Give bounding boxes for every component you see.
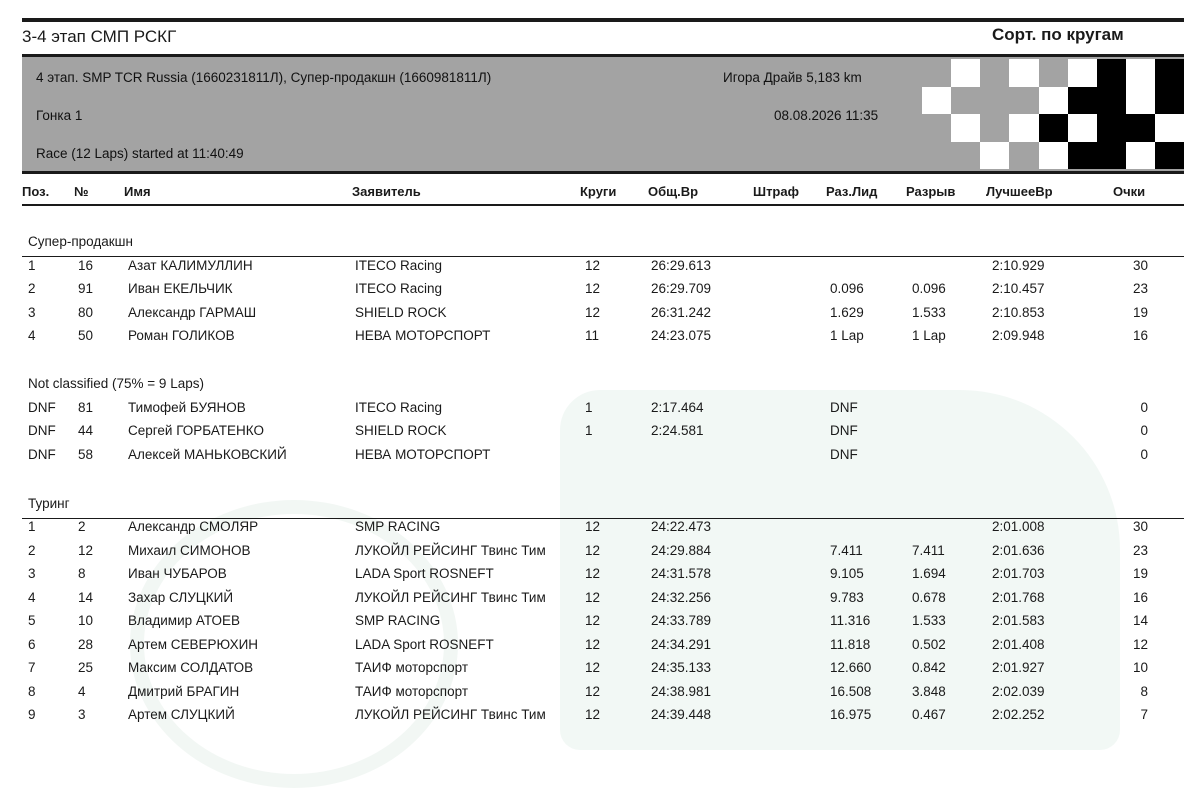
col-best: ЛучшееВр xyxy=(986,184,1053,199)
cell-laps: 12 xyxy=(585,258,601,273)
cell-total: 24:31.578 xyxy=(651,566,712,581)
cell-entrant: НЕВА МОТОРСПОРТ xyxy=(355,327,491,343)
section-title-touring: Туринг xyxy=(28,496,70,511)
cell-gap: 7.411 xyxy=(912,542,945,558)
cell-gap: 1.694 xyxy=(912,566,946,581)
cell-laps: 12 xyxy=(585,281,601,297)
cell-pos: 1 xyxy=(28,519,36,534)
event-name: 4 этап. SMP TCR Russia (1660231811Л), Супер-продакшн (1660981811Л) xyxy=(36,70,492,85)
cell-total: 24:32.256 xyxy=(651,589,712,605)
cell-best: 2:01.008 xyxy=(992,519,1045,534)
cell-entrant: ITECO Racing xyxy=(355,400,443,415)
cell-num: 28 xyxy=(78,636,94,652)
section-title-not-classified: Not classified (75% = 9 Laps) xyxy=(28,376,204,391)
cell-diff-leader: DNF xyxy=(830,423,858,439)
cell-name: Дмитрий БРАГИН xyxy=(128,683,240,699)
cell-name: Михаил СИМОНОВ xyxy=(128,542,251,558)
cell-points: 0 xyxy=(1140,423,1148,439)
col-num: № xyxy=(74,184,89,199)
table-row xyxy=(0,400,1204,424)
col-diff-leader: Раз.Лид xyxy=(826,184,878,199)
cell-points: 23 xyxy=(1132,542,1148,558)
cell-points: 16 xyxy=(1132,589,1148,605)
cell-name: Алексей МАНЬКОВСКИЙ xyxy=(128,446,287,462)
table-row xyxy=(0,660,1204,684)
cell-entrant: ЛУКОЙЛ РЕЙСИНГ Твинс Тим xyxy=(355,589,546,605)
cell-num: 58 xyxy=(78,446,94,462)
cell-pos: 8 xyxy=(28,683,36,699)
cell-best: 2:01.408 xyxy=(992,636,1045,652)
cell-pos: 9 xyxy=(28,707,36,722)
document-title: 3-4 этап СМП РСКГ xyxy=(22,27,177,46)
cell-pos: DNF xyxy=(28,423,56,439)
cell-pos: 1 xyxy=(28,258,36,273)
cell-diff-leader: 9.783 xyxy=(830,589,864,605)
cell-pos: 5 xyxy=(28,613,36,628)
cell-gap: 1.533 xyxy=(912,304,946,320)
cell-name: Тимофей БУЯНОВ xyxy=(128,400,246,415)
cell-name: Роман ГОЛИКОВ xyxy=(128,327,235,343)
cell-total: 26:29.613 xyxy=(651,258,712,273)
cell-diff-leader: 0.096 xyxy=(830,281,864,297)
cell-pos: 7 xyxy=(28,660,36,675)
cell-diff-leader: 7.411 xyxy=(830,542,863,558)
cell-gap: 1 Lap xyxy=(912,327,946,343)
cell-total: 24:33.789 xyxy=(651,613,712,628)
table-row xyxy=(0,423,1204,447)
cell-points: 14 xyxy=(1132,613,1148,628)
cell-pos: 6 xyxy=(28,636,36,652)
cell-total: 26:29.709 xyxy=(651,281,712,297)
cell-entrant: ITECO Racing xyxy=(355,258,443,273)
cell-pos: 2 xyxy=(28,542,36,558)
cell-total: 24:39.448 xyxy=(651,707,712,722)
cell-best: 2:10.929 xyxy=(992,258,1045,273)
cell-total: 2:17.464 xyxy=(651,400,704,415)
cell-num: 44 xyxy=(78,423,94,439)
cell-laps: 11 xyxy=(585,327,600,343)
cell-gap: 0.467 xyxy=(912,707,946,722)
col-gap: Разрыв xyxy=(906,184,956,199)
cell-best: 2:09.948 xyxy=(992,327,1045,343)
cell-name: Александр ГАРМАШ xyxy=(128,304,257,320)
cell-total: 26:31.242 xyxy=(651,304,712,320)
cell-entrant: LADA Sport ROSNEFT xyxy=(355,566,494,581)
cell-pos: DNF xyxy=(28,400,56,415)
cell-entrant: LADA Sport ROSNEFT xyxy=(355,636,494,652)
cell-diff-leader: DNF xyxy=(830,446,858,462)
cell-name: Артем СЛУЦКИЙ xyxy=(128,707,235,722)
table-row xyxy=(0,258,1204,282)
table-row xyxy=(0,613,1204,637)
cell-diff-leader: 12.660 xyxy=(830,660,872,675)
cell-laps: 12 xyxy=(585,304,601,320)
cell-total: 2:24.581 xyxy=(651,423,704,439)
cell-entrant: SHIELD ROCK xyxy=(355,304,447,320)
cell-diff-leader: DNF xyxy=(830,400,858,415)
cell-best: 2:01.703 xyxy=(992,566,1045,581)
cell-pos: 3 xyxy=(28,304,36,320)
table-row xyxy=(0,305,1204,329)
cell-gap: 1.533 xyxy=(912,613,946,628)
cell-total: 24:34.291 xyxy=(651,636,712,652)
cell-diff-leader: 16.508 xyxy=(830,683,872,699)
col-entrant: Заявитель xyxy=(352,184,421,199)
track-name: Игора Драйв 5,183 km xyxy=(723,70,862,85)
cell-pos: 4 xyxy=(28,589,36,605)
col-pos: Поз. xyxy=(22,184,50,199)
cell-num: 81 xyxy=(78,400,94,415)
cell-diff-leader: 1 Lap xyxy=(830,327,864,343)
cell-entrant: ЛУКОЙЛ РЕЙСИНГ Твинс Тим xyxy=(355,542,546,558)
cell-laps: 12 xyxy=(585,660,601,675)
cell-name: Александр СМОЛЯР xyxy=(128,519,259,534)
cell-num: 80 xyxy=(78,304,94,320)
col-penalty: Штраф xyxy=(753,184,799,199)
cell-pos: 2 xyxy=(28,281,36,297)
cell-entrant: ЛУКОЙЛ РЕЙСИНГ Твинс Тим xyxy=(355,707,546,722)
cell-laps: 12 xyxy=(585,589,601,605)
cell-best: 2:01.636 xyxy=(992,542,1045,558)
cell-diff-leader: 1.629 xyxy=(830,304,864,320)
cell-points: 19 xyxy=(1132,566,1148,581)
cell-name: Сергей ГОРБАТЕНКО xyxy=(128,423,264,439)
col-laps: Круги xyxy=(580,184,617,199)
table-row xyxy=(0,684,1204,708)
event-header-band xyxy=(22,54,1184,174)
cell-entrant: SMP RACING xyxy=(355,519,441,534)
cell-diff-leader: 11.818 xyxy=(830,636,871,652)
cell-num: 2 xyxy=(78,519,86,534)
cell-points: 30 xyxy=(1132,519,1148,534)
table-row xyxy=(0,447,1204,471)
table-row xyxy=(0,566,1204,590)
table-row xyxy=(0,637,1204,661)
cell-points: 23 xyxy=(1132,281,1148,297)
cell-name: Азат КАЛИМУЛЛИН xyxy=(128,258,253,273)
cell-gap: 0.502 xyxy=(912,636,946,652)
cell-name: Владимир АТОЕВ xyxy=(128,613,240,628)
cell-num: 50 xyxy=(78,327,94,343)
cell-gap: 0.678 xyxy=(912,589,946,605)
cell-laps: 1 xyxy=(585,400,593,415)
cell-gap: 0.096 xyxy=(912,281,946,297)
cell-laps: 12 xyxy=(585,613,601,628)
cell-laps: 12 xyxy=(585,636,601,652)
cell-name: Иван ЧУБАРОВ xyxy=(128,566,227,581)
cell-points: 8 xyxy=(1140,683,1148,699)
cell-laps: 12 xyxy=(585,683,601,699)
col-name: Имя xyxy=(124,184,151,199)
cell-points: 7 xyxy=(1140,707,1148,722)
cell-best: 2:10.853 xyxy=(992,304,1045,320)
cell-best: 2:10.457 xyxy=(992,281,1045,297)
cell-points: 10 xyxy=(1132,660,1148,675)
cell-entrant: ITECO Racing xyxy=(355,281,443,297)
cell-diff-leader: 16.975 xyxy=(830,707,872,722)
cell-diff-leader: 9.105 xyxy=(830,566,864,581)
cell-name: Захар СЛУЦКИЙ xyxy=(128,589,234,605)
cell-laps: 1 xyxy=(585,423,593,439)
cell-points: 19 xyxy=(1132,304,1148,320)
cell-total: 24:38.981 xyxy=(651,683,712,699)
cell-pos: 4 xyxy=(28,327,36,343)
cell-total: 24:35.133 xyxy=(651,660,712,675)
top-rule xyxy=(22,18,1184,22)
header-rule xyxy=(22,204,1184,206)
cell-points: 30 xyxy=(1132,258,1148,273)
cell-name: Максим СОЛДАТОВ xyxy=(128,660,254,675)
cell-entrant: SMP RACING xyxy=(355,613,441,628)
checkered-flag-graphic xyxy=(864,59,1184,169)
cell-pos: 3 xyxy=(28,566,36,581)
cell-num: 12 xyxy=(78,542,94,558)
cell-best: 2:02.252 xyxy=(992,707,1045,722)
cell-points: 16 xyxy=(1132,327,1148,343)
section-title-super-production: Супер-продакшн xyxy=(28,234,133,249)
table-row xyxy=(0,328,1204,352)
cell-points: 0 xyxy=(1140,400,1148,415)
session-name: Гонка 1 xyxy=(36,108,83,123)
cell-total: 24:29.884 xyxy=(651,542,712,558)
table-row xyxy=(0,707,1204,731)
cell-points: 12 xyxy=(1132,636,1148,652)
cell-num: 8 xyxy=(78,566,86,581)
cell-diff-leader: 11.316 xyxy=(830,613,871,628)
cell-points: 0 xyxy=(1140,446,1148,462)
race-info: Race (12 Laps) started at 11:40:49 xyxy=(36,146,244,161)
cell-num: 4 xyxy=(78,683,86,699)
table-row xyxy=(0,519,1204,543)
cell-entrant: ТАИФ моторспорт xyxy=(355,683,469,699)
cell-entrant: ТАИФ моторспорт xyxy=(355,660,469,675)
cell-total: 24:23.075 xyxy=(651,327,712,343)
cell-entrant: НЕВА МОТОРСПОРТ xyxy=(355,446,491,462)
cell-num: 25 xyxy=(78,660,94,675)
cell-best: 2:01.768 xyxy=(992,589,1045,605)
col-total: Общ.Вр xyxy=(648,184,699,199)
cell-num: 16 xyxy=(78,258,94,273)
cell-name: Артем СЕВЕРЮХИН xyxy=(128,636,259,652)
section-rule xyxy=(22,256,1184,257)
cell-best: 2:01.583 xyxy=(992,613,1045,628)
col-points: Очки xyxy=(1113,184,1146,199)
cell-entrant: SHIELD ROCK xyxy=(355,423,447,439)
cell-num: 10 xyxy=(78,613,94,628)
cell-laps: 12 xyxy=(585,542,601,558)
table-row xyxy=(0,590,1204,614)
cell-laps: 12 xyxy=(585,566,601,581)
cell-pos: DNF xyxy=(28,446,56,462)
cell-num: 3 xyxy=(78,707,86,722)
cell-name: Иван ЕКЕЛЬЧИК xyxy=(128,281,233,297)
cell-num: 91 xyxy=(78,281,94,297)
cell-laps: 12 xyxy=(585,707,601,722)
table-row xyxy=(0,543,1204,567)
session-datetime: 08.08.2026 11:35 xyxy=(774,108,879,123)
cell-gap: 0.842 xyxy=(912,660,946,675)
table-row xyxy=(0,281,1204,305)
cell-best: 2:02.039 xyxy=(992,683,1045,699)
cell-laps: 12 xyxy=(585,519,601,534)
cell-num: 14 xyxy=(78,589,94,605)
cell-best: 2:01.927 xyxy=(992,660,1045,675)
cell-gap: 3.848 xyxy=(912,683,946,699)
sort-label: Сорт. по кругам xyxy=(992,25,1124,44)
cell-total: 24:22.473 xyxy=(651,519,712,534)
